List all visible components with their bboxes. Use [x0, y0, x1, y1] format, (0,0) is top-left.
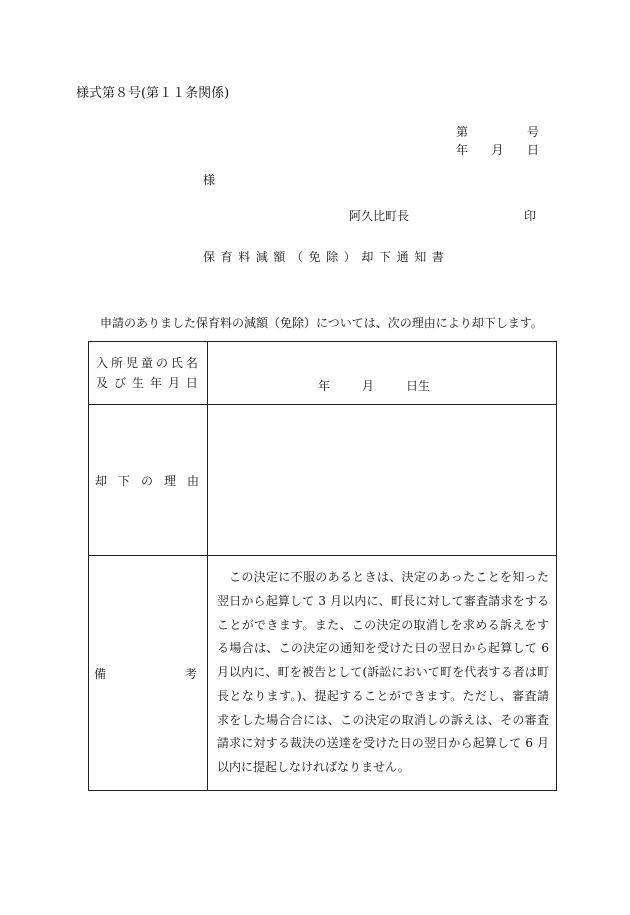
notice-table: [88, 341, 557, 791]
date-month: 月: [491, 143, 504, 157]
date-day: 日: [526, 143, 539, 157]
child-name-label-line1: 入 所 児 童 の 氏 名: [96, 356, 198, 370]
child-name-value-cell: [208, 342, 557, 405]
document-number-line: [456, 123, 539, 140]
birth-day: 日生: [406, 379, 431, 393]
child-name-label-line2: 及 び 生 年 月 日: [96, 376, 198, 390]
document-number-prefix: 第: [456, 125, 469, 139]
remarks-label-cell: [89, 556, 208, 791]
form-number: 様式第８号(第１１条関係): [76, 86, 230, 101]
seal-mark: 印: [524, 209, 537, 223]
issuer-name: 阿久比町長: [349, 209, 410, 223]
reason-value-cell: [208, 405, 557, 556]
remarks-text: この決定に不服のあるときは、決定のあったことを知った翌日から起算して 3 月以内に、町長に対して審査請求をすることができます。また、この決定の取消しを求める訴えをする場合は、この決定の通知を受けた日の翌日から起算して 6 月以内に、町を被告として(訴訟において町を代表する者は町長となります。)、提起することができます。ただし、審査請求をした場合合には、この決定の取消しの訴えは、その審査請求に対する裁決の送達を受けた日の翌日から起算して 6 月以内に提起しなければなりません。: [217, 570, 549, 774]
birth-month: 月: [362, 379, 375, 393]
date-line: [456, 141, 539, 158]
table-row-reason: [89, 405, 557, 556]
table-row-child-name: [89, 342, 557, 405]
table-row-remarks: [89, 556, 557, 791]
reason-label-cell: [89, 405, 208, 556]
remarks-label: 備 考: [94, 666, 197, 681]
reason-label: 却 下 の 理 由: [95, 473, 199, 488]
remarks-value-cell: [208, 556, 557, 791]
date-year: 年: [456, 143, 469, 157]
document-title: 保育料減額（免除）却下通知書: [203, 250, 450, 264]
birth-year: 年: [318, 379, 331, 393]
birth-date-line: [318, 377, 430, 394]
document-number-suffix: 号: [526, 125, 539, 139]
addressee-honorific: 様: [203, 173, 216, 187]
child-name-label-cell: [89, 342, 208, 405]
intro-text: 申請のありました保育料の減額（免除）については、次の理由により却下します。: [100, 316, 543, 330]
